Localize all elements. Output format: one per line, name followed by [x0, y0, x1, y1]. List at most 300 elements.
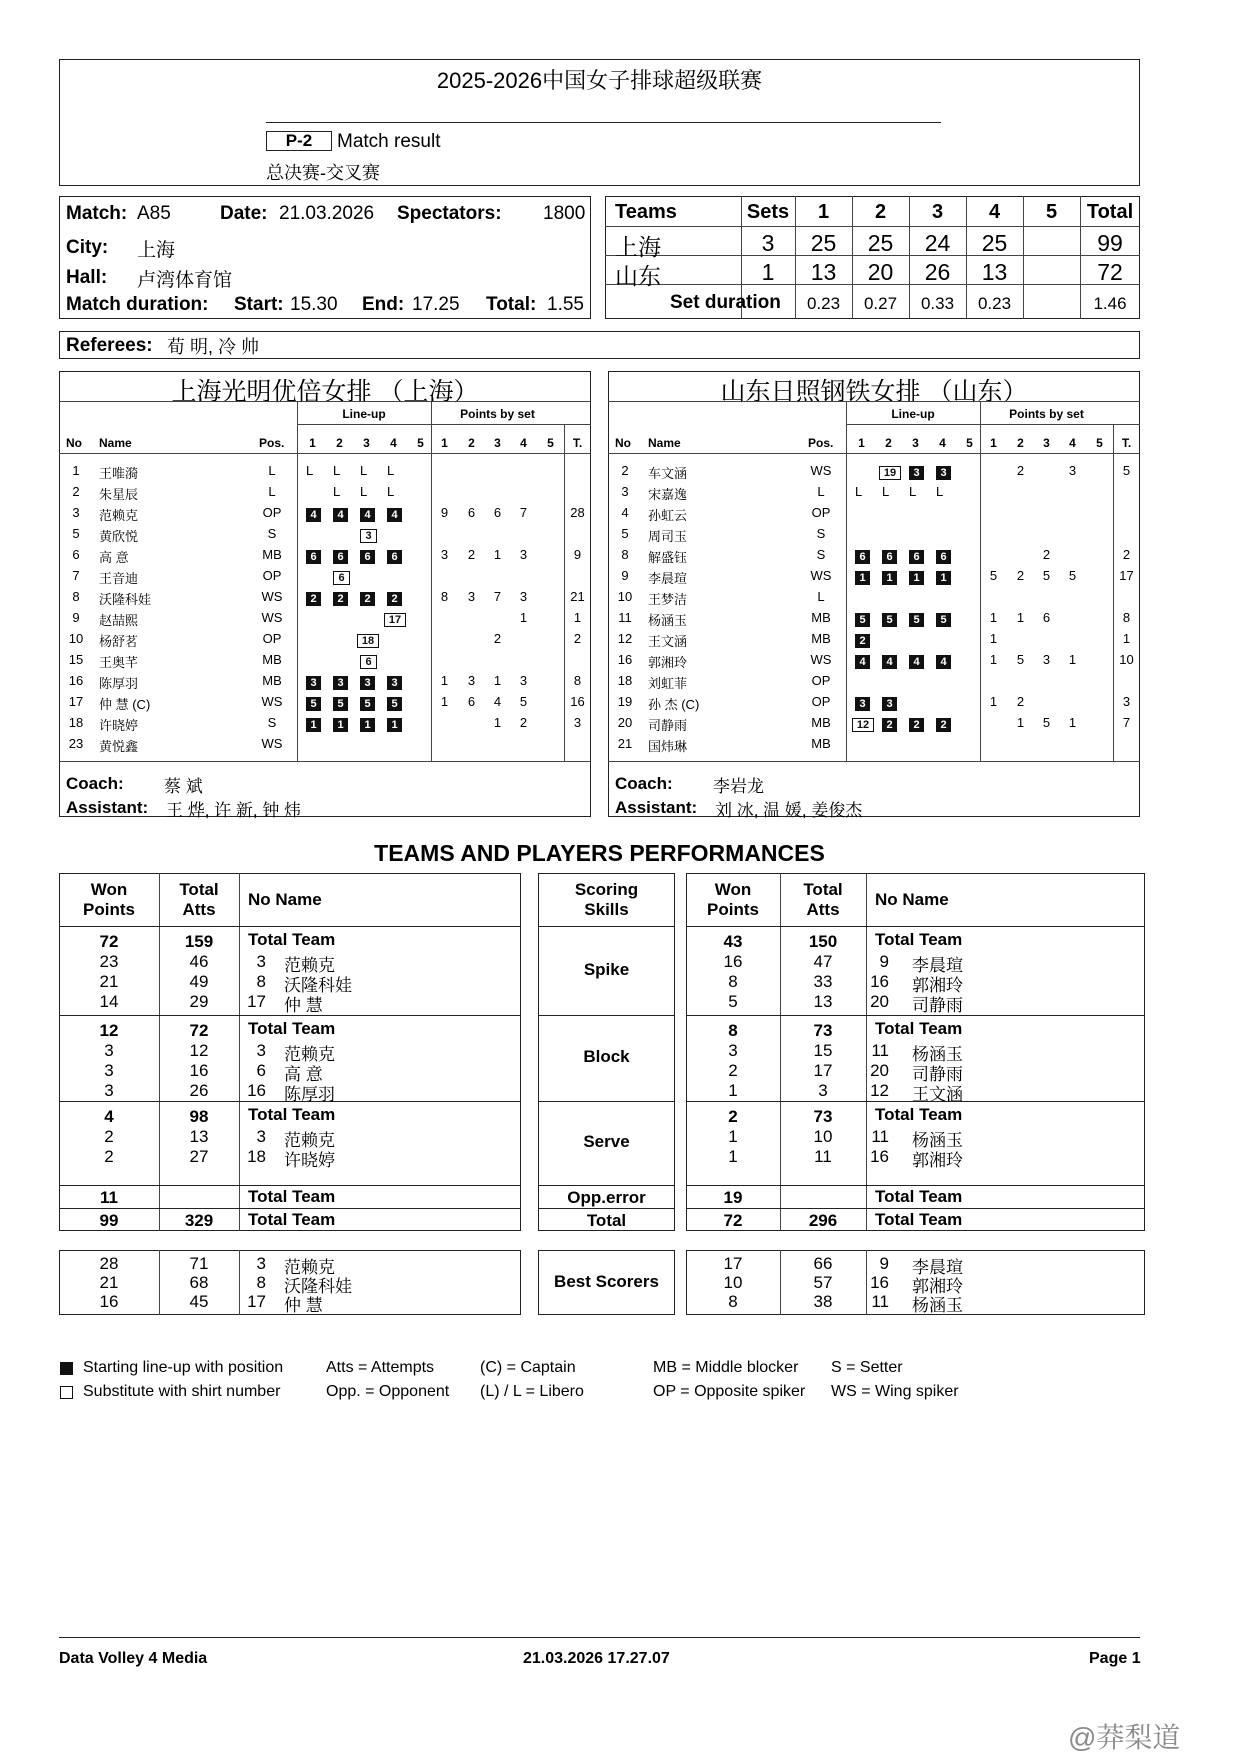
skill-label: Spike [583, 959, 630, 979]
player-position: L [268, 463, 276, 478]
total-label: Total [586, 1211, 627, 1230]
hall-value: 卢湾体育馆 [137, 270, 233, 291]
start-label: Start: [234, 294, 284, 315]
player-total: 2 [1122, 547, 1131, 562]
total-won-points: 72 [723, 1211, 743, 1230]
player-number: 8 [72, 589, 80, 604]
rule [239, 1250, 240, 1315]
player-position: L [817, 484, 825, 499]
player-total: 7 [1122, 715, 1131, 730]
lineup-cell: 6 [387, 550, 402, 564]
points-header: Points by set [460, 407, 535, 421]
rule [866, 1250, 867, 1315]
total-team-label: Total Team [875, 1187, 963, 1206]
lineup-cell: 5 [360, 697, 375, 711]
player-total: 16 [570, 694, 585, 709]
libero-marker: L [333, 484, 341, 499]
points-set-4: 3 [519, 589, 528, 604]
opp-error-label: Opp.error [567, 1188, 646, 1207]
title-rule [266, 122, 941, 123]
match-date: 21.03.2026 [279, 203, 375, 224]
player-name: 沃隆科娃 [99, 592, 152, 607]
best-atts: 68 [189, 1273, 209, 1292]
total-atts: 10 [813, 1127, 833, 1146]
starting-position-badge [333, 694, 348, 712]
set-duration-3: 0.33 [920, 294, 955, 313]
won-points: 5 [728, 992, 738, 1011]
city-value: 上海 [137, 240, 176, 261]
starting-position-badge [909, 652, 924, 670]
rule [59, 1208, 521, 1209]
legend-ws: WS = Wing spiker [831, 1383, 959, 1400]
footer-timestamp: 21.03.2026 17.27.07 [523, 1650, 670, 1667]
player-position: WS [261, 736, 283, 751]
points-header: Points by set [1009, 407, 1084, 421]
rule [846, 401, 847, 761]
player-number: 3 [621, 484, 629, 499]
player-total: 9 [573, 547, 582, 562]
best-atts: 38 [813, 1292, 833, 1311]
player-name: 宋嘉逸 [648, 487, 688, 502]
total-atts: 17 [813, 1061, 833, 1080]
best-atts: 71 [189, 1254, 209, 1273]
player-name: 沃隆科娃 [284, 976, 352, 995]
scoring-header: Scoring [574, 880, 639, 899]
lineup-cell: 3 [387, 676, 402, 690]
coach-name: 蔡 斌 [164, 777, 203, 796]
points-set-2: 3 [467, 589, 476, 604]
team-total-atts: 73 [813, 1107, 833, 1126]
end-label: End: [362, 294, 405, 315]
team-name: 上海光明优倍女排 （上海） [171, 378, 479, 406]
skill-label: Serve [583, 1132, 630, 1151]
player-number: 12 [870, 1081, 889, 1100]
legend-captain: (C) = Captain [480, 1359, 576, 1376]
lineup-cell: 17 [384, 613, 406, 627]
lineup-cell: 2 [333, 592, 348, 606]
total-atts: 26 [189, 1081, 209, 1100]
player-total: 21 [570, 589, 585, 604]
player-name: 车文涵 [648, 466, 688, 481]
player-position: WS [810, 463, 832, 478]
starting-position-badge [306, 715, 321, 733]
referees-label: Referees: [66, 335, 153, 356]
total-atts: 13 [813, 992, 833, 1011]
total-team-label: Total Team [875, 930, 963, 949]
total-atts: 29 [189, 992, 209, 1011]
rule [686, 1208, 1145, 1209]
player-number: 11 [618, 610, 632, 625]
starting-position-badge [360, 715, 375, 733]
score-header-h_s5: 5 [1045, 201, 1058, 223]
team-total-atts: 150 [808, 932, 838, 951]
points-set-header: 1 [441, 436, 448, 450]
player-name: 黄悦鑫 [99, 739, 139, 754]
points-set-4: 3 [1068, 463, 1077, 478]
libero-marker: L [936, 484, 944, 499]
points-set-1: 1 [989, 652, 998, 667]
name-header: Name [99, 436, 132, 450]
team-won-points: 72 [99, 932, 119, 951]
player-number: 6 [256, 1061, 266, 1080]
total-atts: 15 [813, 1041, 833, 1060]
team-won-points: 12 [99, 1021, 119, 1040]
starting-position-badge [855, 694, 870, 712]
player-name: 杨涵玉 [912, 1045, 963, 1064]
lineup-cell: 6 [360, 655, 377, 669]
player-number: 3 [256, 1041, 266, 1060]
lineup-cell: 4 [360, 508, 375, 522]
team-won-points: 2 [728, 1107, 738, 1126]
total-label: Total: [486, 294, 537, 315]
duration-label: Match duration: [66, 294, 209, 315]
best-player-name: 李晨瑄 [912, 1258, 963, 1277]
points-set-header: 2 [468, 436, 475, 450]
hall-label: Hall: [66, 267, 108, 288]
no-name-header: No Name [248, 890, 322, 909]
points-set-header: 2 [1017, 436, 1024, 450]
team-name: 山东日照钢铁女排 （山东） [720, 378, 1028, 406]
points-set-1: 1 [440, 673, 449, 688]
assistant-names: 刘 冰, 温 媛, 姜俊杰 [715, 801, 863, 820]
pos-header: Pos. [259, 436, 285, 450]
points-set-3: 2 [493, 631, 502, 646]
lineup-cell: 3 [882, 697, 897, 711]
substitute-badge [360, 652, 377, 670]
player-position: MB [262, 652, 282, 667]
set-duration-label: Set duration [670, 292, 781, 313]
player-name: 刘虹菲 [648, 676, 688, 691]
best-points: 21 [99, 1273, 119, 1292]
starting-position-badge [387, 694, 402, 712]
won-points: 16 [723, 952, 743, 971]
best-player-number: 16 [870, 1273, 889, 1292]
footer-rule [59, 1637, 1140, 1638]
libero-marker: L [360, 484, 368, 499]
score-team-name: 山东 [615, 263, 661, 289]
lineup-set-header: 5 [417, 436, 424, 450]
substitute-badge [384, 610, 406, 628]
rule [59, 761, 591, 762]
rule [297, 424, 591, 425]
starting-position-badge [855, 610, 870, 628]
player-total: 2 [573, 631, 582, 646]
score-cell-s4: 25 [981, 230, 1008, 256]
lineup-cell: 12 [852, 718, 874, 732]
player-position: WS [261, 589, 283, 604]
rule [605, 226, 1140, 227]
starting-position-badge [909, 715, 924, 733]
player-number: 16 [870, 1147, 889, 1166]
starting-position-badge [360, 673, 375, 691]
player-total: 3 [573, 715, 582, 730]
lineup-cell: 18 [357, 634, 379, 648]
legend-libero: (L) / L = Libero [480, 1383, 584, 1400]
points-set-2: 3 [467, 673, 476, 688]
points-set-4: 1 [1068, 715, 1077, 730]
rule [686, 1185, 1145, 1186]
set-duration-1: 0.23 [806, 294, 841, 313]
won-points: 3 [728, 1041, 738, 1060]
starting-position-badge [360, 547, 375, 565]
lineup-cell: 1 [306, 718, 321, 732]
rule [59, 401, 591, 402]
points-set-2: 5 [1016, 652, 1025, 667]
lineup-cell: 1 [936, 571, 951, 585]
total-header: Total [179, 880, 219, 899]
coach-label: Coach: [66, 774, 124, 793]
watermark: @莽梨道 [1068, 1722, 1181, 1753]
player-name: 王文涵 [648, 634, 688, 649]
starting-position-badge [936, 610, 951, 628]
total-atts: 16 [189, 1061, 209, 1080]
player-number: 3 [256, 952, 266, 971]
player-total: 1 [573, 610, 582, 625]
referees-names: 荀 明, 冷 帅 [167, 337, 260, 357]
starting-lineup-swatch [60, 1362, 73, 1375]
best-points: 28 [99, 1254, 119, 1273]
best-player-name: 仲 慧 [284, 1296, 323, 1315]
player-position: OP [262, 631, 282, 646]
lineup-cell: 5 [936, 613, 951, 627]
score-header-h_sets: Sets [746, 201, 790, 223]
team-total-atts: 73 [813, 1021, 833, 1040]
substitute-swatch [60, 1386, 73, 1399]
starting-position-badge [882, 610, 897, 628]
player-number: 6 [72, 547, 80, 562]
starting-position-badge [882, 547, 897, 565]
lineup-cell: 4 [936, 655, 951, 669]
score-header-h_s3: 3 [931, 201, 944, 223]
starting-position-badge [936, 568, 951, 586]
points-set-2: 2 [467, 547, 476, 562]
won-points: 3 [104, 1041, 114, 1060]
roster-box [608, 371, 1140, 817]
atts-header: Atts [806, 900, 840, 919]
starting-position-badge [333, 715, 348, 733]
player-name: 王音迪 [99, 571, 139, 586]
player-name: 李晨瑄 [912, 956, 963, 975]
starting-position-badge [306, 673, 321, 691]
lineup-cell: 5 [882, 613, 897, 627]
libero-marker: L [882, 484, 890, 499]
player-position: MB [811, 610, 831, 625]
lineup-cell: 19 [879, 466, 901, 480]
performances-title: TEAMS AND PLAYERS PERFORMANCES [374, 840, 825, 866]
player-number: 19 [617, 694, 633, 709]
name-header: Name [648, 436, 681, 450]
player-name: 朱星辰 [99, 487, 139, 502]
points-set-3: 3 [1042, 652, 1051, 667]
player-name: 仲 慧 [284, 996, 323, 1015]
player-number: 9 [72, 610, 80, 625]
total-team-label: Total Team [248, 1105, 336, 1124]
lineup-set-header: 2 [336, 436, 343, 450]
substitute-badge [879, 463, 901, 481]
rule [59, 926, 521, 927]
assistant-label: Assistant: [66, 798, 149, 817]
points-set-header: 5 [547, 436, 554, 450]
total-atts: 3 [818, 1081, 828, 1100]
player-number: 5 [72, 526, 80, 541]
player-name: 解盛钰 [648, 550, 688, 565]
player-number: 20 [617, 715, 633, 730]
starting-position-badge [360, 589, 375, 607]
points-set-3: 1 [493, 673, 502, 688]
best-player-number: 9 [879, 1254, 889, 1273]
player-number: 4 [621, 505, 629, 520]
points-set-2: 2 [1016, 568, 1025, 583]
substitute-badge [852, 715, 874, 733]
player-position: MB [811, 631, 831, 646]
lineup-set-header: 1 [858, 436, 865, 450]
rule [59, 1185, 521, 1186]
starting-position-badge [936, 463, 951, 481]
total-atts: 12 [189, 1041, 209, 1060]
lineup-cell: 3 [360, 676, 375, 690]
starting-position-badge [387, 715, 402, 733]
player-number: 16 [870, 972, 889, 991]
won-points: 2 [104, 1147, 114, 1166]
legend-mb: MB = Middle blocker [653, 1359, 799, 1376]
player-name: 许晓婷 [284, 1151, 335, 1170]
player-position: MB [811, 736, 831, 751]
player-name: 仲 慧 (C) [99, 697, 151, 712]
points-set-4: 2 [519, 715, 528, 730]
substitute-badge [333, 568, 350, 586]
libero-marker: L [306, 463, 314, 478]
won-points: 1 [728, 1127, 738, 1146]
starting-position-badge [882, 652, 897, 670]
player-name: 孙虹云 [648, 508, 688, 523]
assistant-label: Assistant: [615, 798, 698, 817]
no-header: No [615, 436, 631, 450]
player-total: 3 [1122, 694, 1131, 709]
total-atts: 33 [813, 972, 833, 991]
player-name: 范赖克 [284, 956, 335, 975]
points-set-1: 3 [440, 547, 449, 562]
score-header-h_total: Total [1086, 201, 1134, 223]
best-player-number: 11 [871, 1292, 889, 1311]
rule [980, 401, 981, 761]
points-set-3: 5 [1042, 568, 1051, 583]
points-set-header: 4 [520, 436, 527, 450]
lineup-cell: 1 [333, 718, 348, 732]
league-title: 2025-2026中国女子排球超级联赛 [436, 68, 763, 93]
player-name: 王梦洁 [648, 592, 688, 607]
starting-position-badge [909, 568, 924, 586]
points-set-1: 1 [989, 694, 998, 709]
points-set-4: 5 [519, 694, 528, 709]
player-number: 3 [256, 1127, 266, 1146]
won-points: 23 [99, 952, 119, 971]
won-points: 8 [728, 972, 738, 991]
end-time: 17.25 [412, 294, 460, 315]
total-team-label: Total Team [875, 1019, 963, 1038]
best-player-number: 17 [247, 1292, 266, 1311]
starting-position-badge [306, 505, 321, 523]
lineup-cell: 6 [360, 550, 375, 564]
rule [538, 1101, 675, 1102]
lineup-cell: 5 [333, 697, 348, 711]
total-team-label: Total Team [875, 1210, 963, 1229]
player-position: S [267, 715, 277, 730]
starting-position-badge [882, 568, 897, 586]
starting-position-badge [306, 589, 321, 607]
footer-page: Page 1 [1089, 1650, 1141, 1667]
total-team-label: Total Team [875, 1105, 963, 1124]
total-atts: 27 [189, 1147, 209, 1166]
lineup-set-header: 3 [363, 436, 370, 450]
player-number: 18 [617, 673, 633, 688]
player-name: 国炜琳 [648, 739, 688, 754]
points-header: Points [83, 900, 135, 919]
set-duration-total: 1.46 [1093, 294, 1127, 313]
points-set-3: 7 [493, 589, 502, 604]
player-name: 陈厚羽 [284, 1085, 335, 1104]
player-number: 17 [68, 694, 84, 709]
lineup-cell: 4 [882, 655, 897, 669]
points-set-2: 6 [467, 694, 476, 709]
player-number: 8 [621, 547, 629, 562]
score-team-name: 上海 [615, 234, 661, 260]
team-won-points: 4 [104, 1107, 114, 1126]
lineup-cell: 6 [333, 550, 348, 564]
libero-marker: L [387, 484, 395, 499]
lineup-cell: 5 [387, 697, 402, 711]
rule [686, 926, 1145, 927]
player-name: 范赖克 [99, 508, 139, 523]
set-duration-4: 0.23 [977, 294, 1012, 313]
lineup-cell: 3 [306, 676, 321, 690]
player-number: 5 [621, 526, 629, 541]
starting-position-badge [909, 463, 924, 481]
total-atts: 46 [189, 952, 209, 971]
player-name: 孙 杰 (C) [648, 697, 700, 712]
player-name: 杨涵玉 [648, 613, 688, 628]
points-set-3: 4 [493, 694, 502, 709]
total-team-label: Total Team [248, 1019, 336, 1038]
rule [538, 1015, 675, 1016]
starting-position-badge [360, 505, 375, 523]
date-label: Date: [220, 203, 268, 224]
lineup-cell: 1 [882, 571, 897, 585]
lineup-header: Line-up [342, 407, 386, 421]
player-name: 黄欣悦 [99, 529, 139, 544]
points-set-header: 5 [1096, 436, 1103, 450]
rule [608, 453, 1140, 454]
score-cell-sets: 1 [761, 259, 775, 285]
player-name: 司静雨 [912, 996, 963, 1015]
best-player-name: 沃隆科娃 [284, 1277, 352, 1296]
player-total: 8 [573, 673, 582, 688]
player-name: 陈厚羽 [99, 676, 139, 691]
player-number: 20 [870, 992, 889, 1011]
starting-position-badge [882, 715, 897, 733]
lineup-cell: 6 [333, 571, 350, 585]
legend-opp: Opp. = Opponent [326, 1383, 450, 1400]
lineup-set-header: 2 [885, 436, 892, 450]
score-cell-sets: 3 [761, 230, 775, 256]
points-set-1: 1 [989, 610, 998, 625]
starting-position-badge [333, 547, 348, 565]
lineup-cell: 6 [855, 550, 870, 564]
lineup-cell: 6 [306, 550, 321, 564]
won-points: 2 [104, 1127, 114, 1146]
player-number: 3 [72, 505, 80, 520]
rule [297, 401, 298, 761]
opp-error-points: 11 [100, 1188, 118, 1207]
